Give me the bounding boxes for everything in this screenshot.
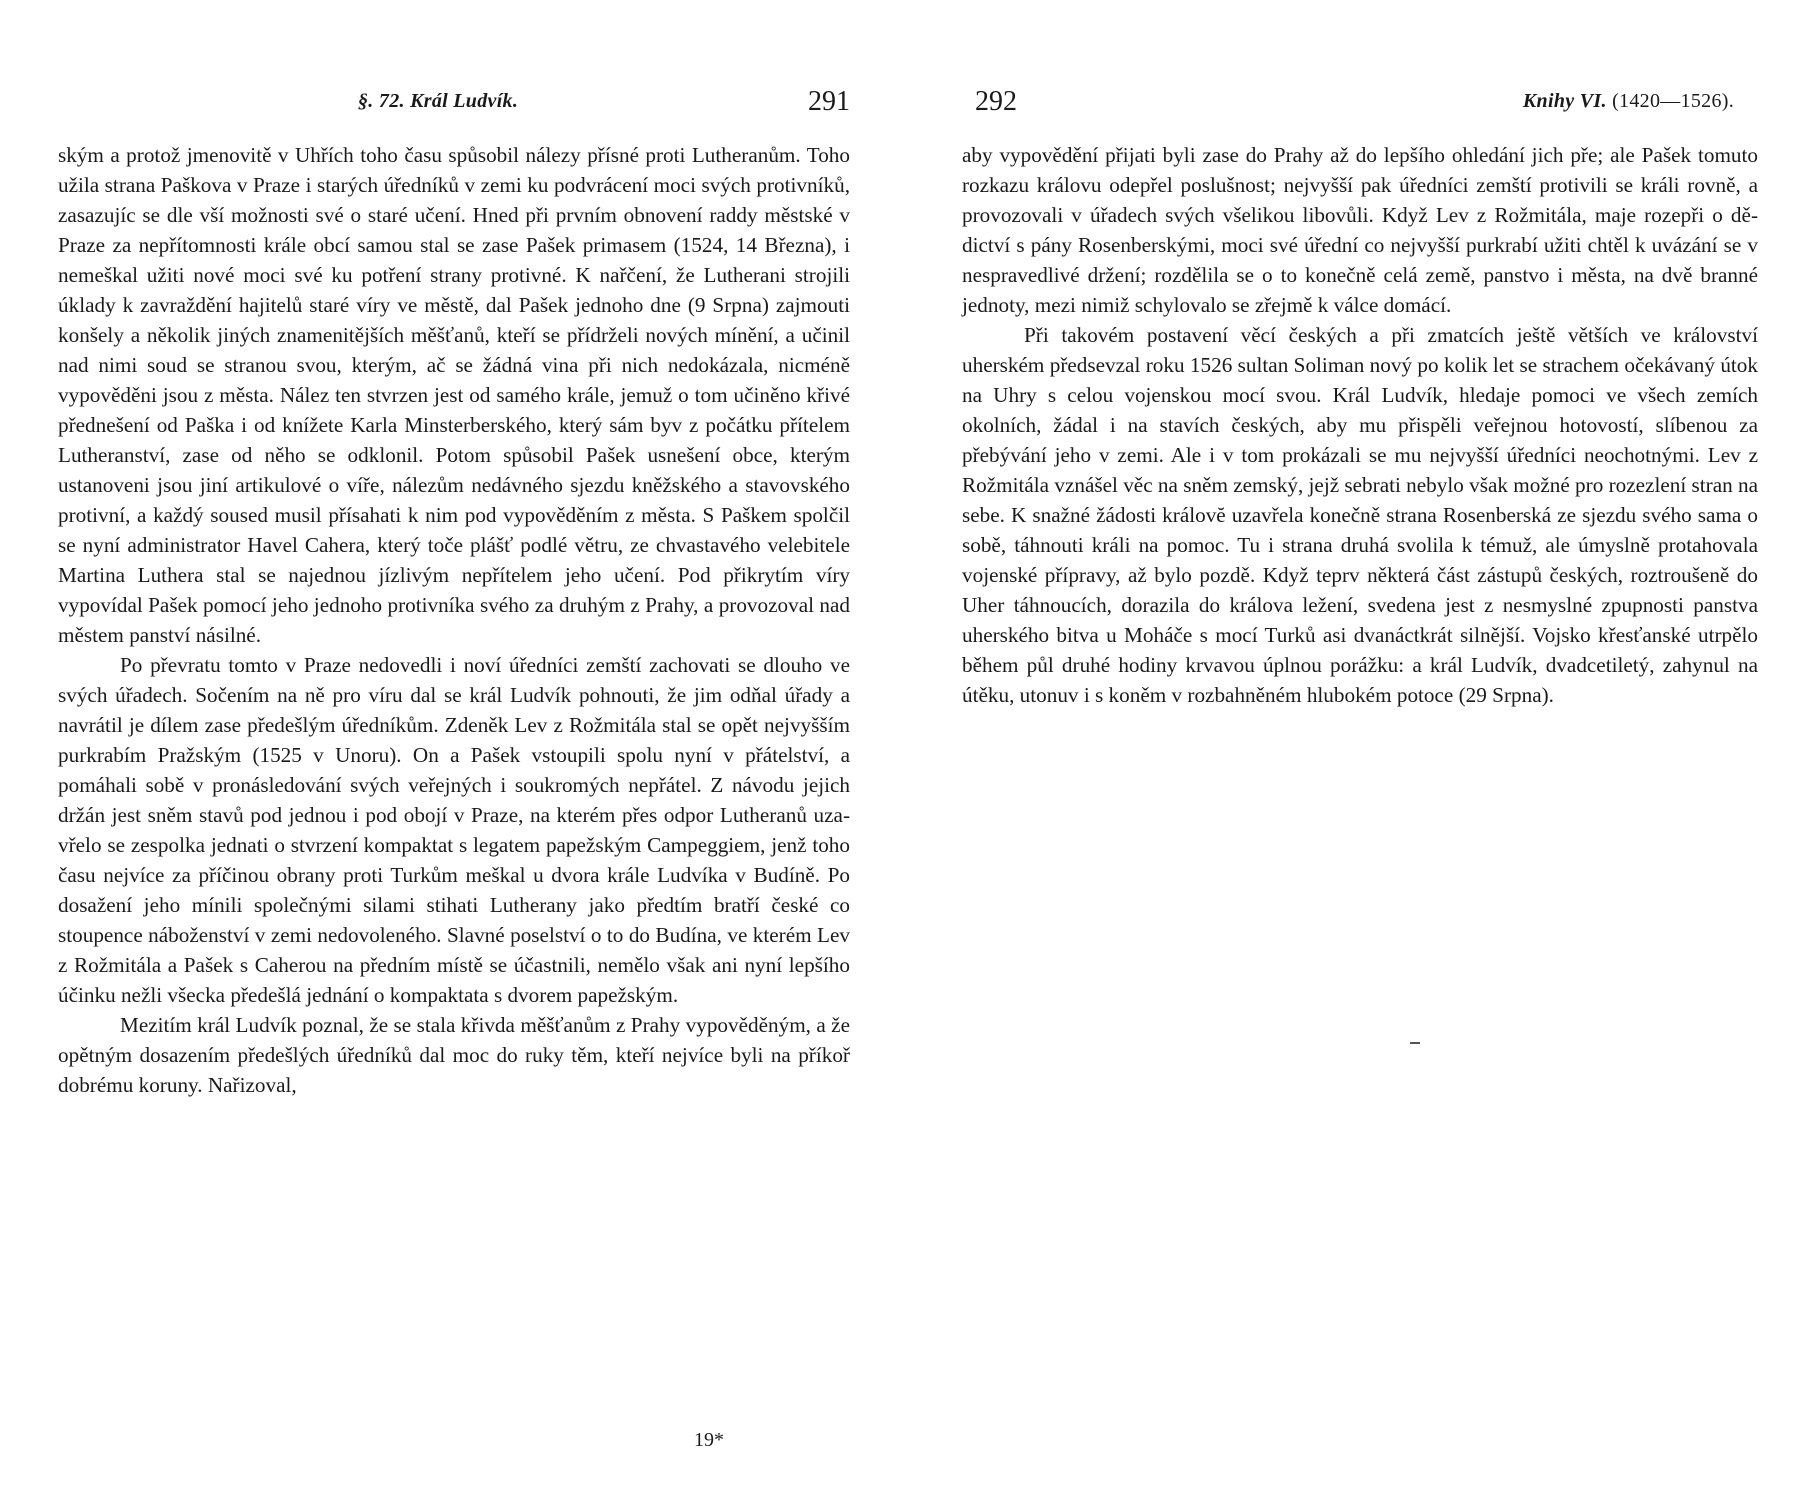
right-page-number: 292 — [975, 86, 1017, 117]
left-paragraph-1: ským a protož jmenovitě v Uhřích toho času spůsobil nálezy přísné proti Lutheranům. Toho užila strana Paškova v Praze i starých úředníků v zemi ku podvrácení moci svých protivníků, zasazujíc se dle vší možnosti své o staré učení. Hned při prvním obnovení raddy městské v Praze za nepřítomnosti krále obcí samou stal se zase Pašek primasem (1524, 14 Března), i nemeškal užiti nové moci své ku potření strany protivné. K nařčení, že Lutherani strojili úklady k zavraždění hajitelů staré víry ve městě, dal Pašek jednoho dne (9 Srpna) zajmouti konšely a několik jiných znamenitějších měšťanů, kteří se přídrželi nových mínění, a učinil nad nimi soud se stranou svou, kterým, ač se žádná vina při nich nedokázala, nicméně vypověděni jsou z města. Nález ten stvrzen jest od samého krále, jemuž o tom učiněno křivé přednešení od Paška i od knížete Karla Minsterberského, který sám byv z počátku přítelem Lutheranství, zase od něho se odklonil. Potom spůsobil Pašek usnešení obce, kterým ustanoveni jsou jiní artikulové o víře, nálezům nedávného sjezdu kněžského a stavovského protivní, a každý soused musil přísahati k nim pod vypověděním z města. S Paškem spolčil se nyní administrator Havel Cahera, který toče plášť podlé větru, ze chvastavého velebitele Martina Luthera stal se najednou jízlivým nepřítelem jeho učení. Pod přikrytím víry vypovídal Pašek pomocí jeho jednoho protivníka svého za druhým z Prahy, a provozoval nad městem panství násilné. — [58, 143, 850, 647]
left-paragraph-2: Po převratu tomto v Praze nedovedli i noví úředníci zemští zachovati se dlouho ve svých úřadech. Sočením na ně pro víru dal se král Ludvík pohnouti, že jim odňal úřady a navrátil je dílem zase předešlým úředníkům. Zdeněk Lev z Rožmitála stal se opět nejvyšším purkrabím Pražským (1525 v Unoru). On a Pašek vstoupili spolu nyní v přátelství, a pomáhali sobě v pronásledování svých veřejných i soukromých nepřátel. Z návodu jejich držán jest sněm stavů pod jednou i pod obojí v Praze, na kterém přes odpor Lutheranů uzavřelo se zespolka jednati o stvrzení kompaktat s legatem papežským Campeggiem, jenž toho času nejvíce za příčinou obrany proti Turkům meškal u dvora krále Ludvíka v Budíně. Po dosažení jeho mínili společnými silami stihati Lutherany jako předtím bratří české co stoupence náboženství v zemi nedovoleného. Slavné poselství o to do Budína, ve kterém Lev z Rožmitála a Pašek s Caherou na předním místě se účastnili, nemělo však ani nyní lepšího účinku nežli všecka předešlá jednání o kompaktata s dvorem papežským. — [58, 653, 850, 1007]
right-paragraph-2: Při takovém postavení věcí českých a při zmatcích ještě větších ve království uherském předsevzal roku 1526 sultan Soliman nový po kolik let se strachem očekávaný útok na Uhry s celou vojenskou mocí svou. Král Ludvík, hledaje pomoci ve všech zemích okolních, žádal i na stavích českých, aby mu přispěli veřejnou hotovostí, slíbenou za přebývání jeho v zemi. Ale i v tom prokázali se mu nejvyšší úředníci neochotnými. Lev z Rožmitála vznášel věc na sněm zemský, jejž sebrati nebylo však možné pro rozezlení stran na sebe. K snažné žádosti královĕ uzavřela konečně strana Rosenberská ze sjezdu svého sama o sobě, táhnouti králi na pomoc. Tu i strana druhá svolila k témuž, ale úmyslně protahovala vojenské přípravy, až bylo pozdě. Když teprv některá část zástupů českých, roztroušeně do Uher táhnoucích, dorazila do králova ležení, svedena jest z nesmyslné zpupnosti panstva uherského bitva u Moháče s mocí Turků asi dvanáctkrát silnější. Vojsko křesťanské utrpělo během půl druhé hodiny krvavou úplnou porážku: a král Ludvík, dvadcetiletý, zahynul na útěku, utonuv i s koněm v rozbahněném hlubokém potoce (29 Srpna). — [962, 323, 1759, 707]
left-running-head — [58, 86, 850, 122]
right-header-book: Knihy VI. — [1522, 90, 1607, 112]
signature-mark: 19* — [694, 1429, 724, 1451]
stray-ink-mark — [1410, 1042, 1420, 1044]
left-page — [58, 0, 850, 1500]
left-page-number: 291 — [808, 86, 850, 117]
right-paragraph-1: aby vypovědění přijati byli zase do Prahy až do lepšího ohledání jich pře; ale Pašek tomuto rozkazu královu odepřel poslušnost; nejvyšší pak úředníci zemští protivili se králi rovně, a provozovali v úřadech svých všelikou libovůli. Když Lev z Rožmitála, maje rozepři o dědictví s pány Rosenberskými, moci své úřední co nejvyšší purkrabí užiti chtěl k uvázání se v nespravedlivé držení; rozdělila se o to konečně celá země, panstvo i města, na dvě branné jednoty, mezi nimiž schylovalo se zřejmě k válce domácí. — [962, 143, 1758, 317]
right-page — [962, 0, 1758, 1500]
left-paragraph-3: Mezitím král Ludvík poznal, že se stala křivda měšťanům z Prahy vypověděným, a že opětným dosazením předešlých úředníků dal moc do ruky těm, kteří nejvíce byli na příkoř dobrému koruny. Nařizoval, — [58, 1013, 850, 1097]
left-body-text — [58, 140, 850, 1100]
right-header-years: (1420—1526). — [1612, 90, 1734, 112]
right-header-title — [1523, 90, 1734, 113]
right-running-head — [962, 86, 1758, 122]
left-header-title: §. 72. Král Ludvík. — [358, 90, 519, 112]
right-body-text — [962, 140, 1758, 710]
